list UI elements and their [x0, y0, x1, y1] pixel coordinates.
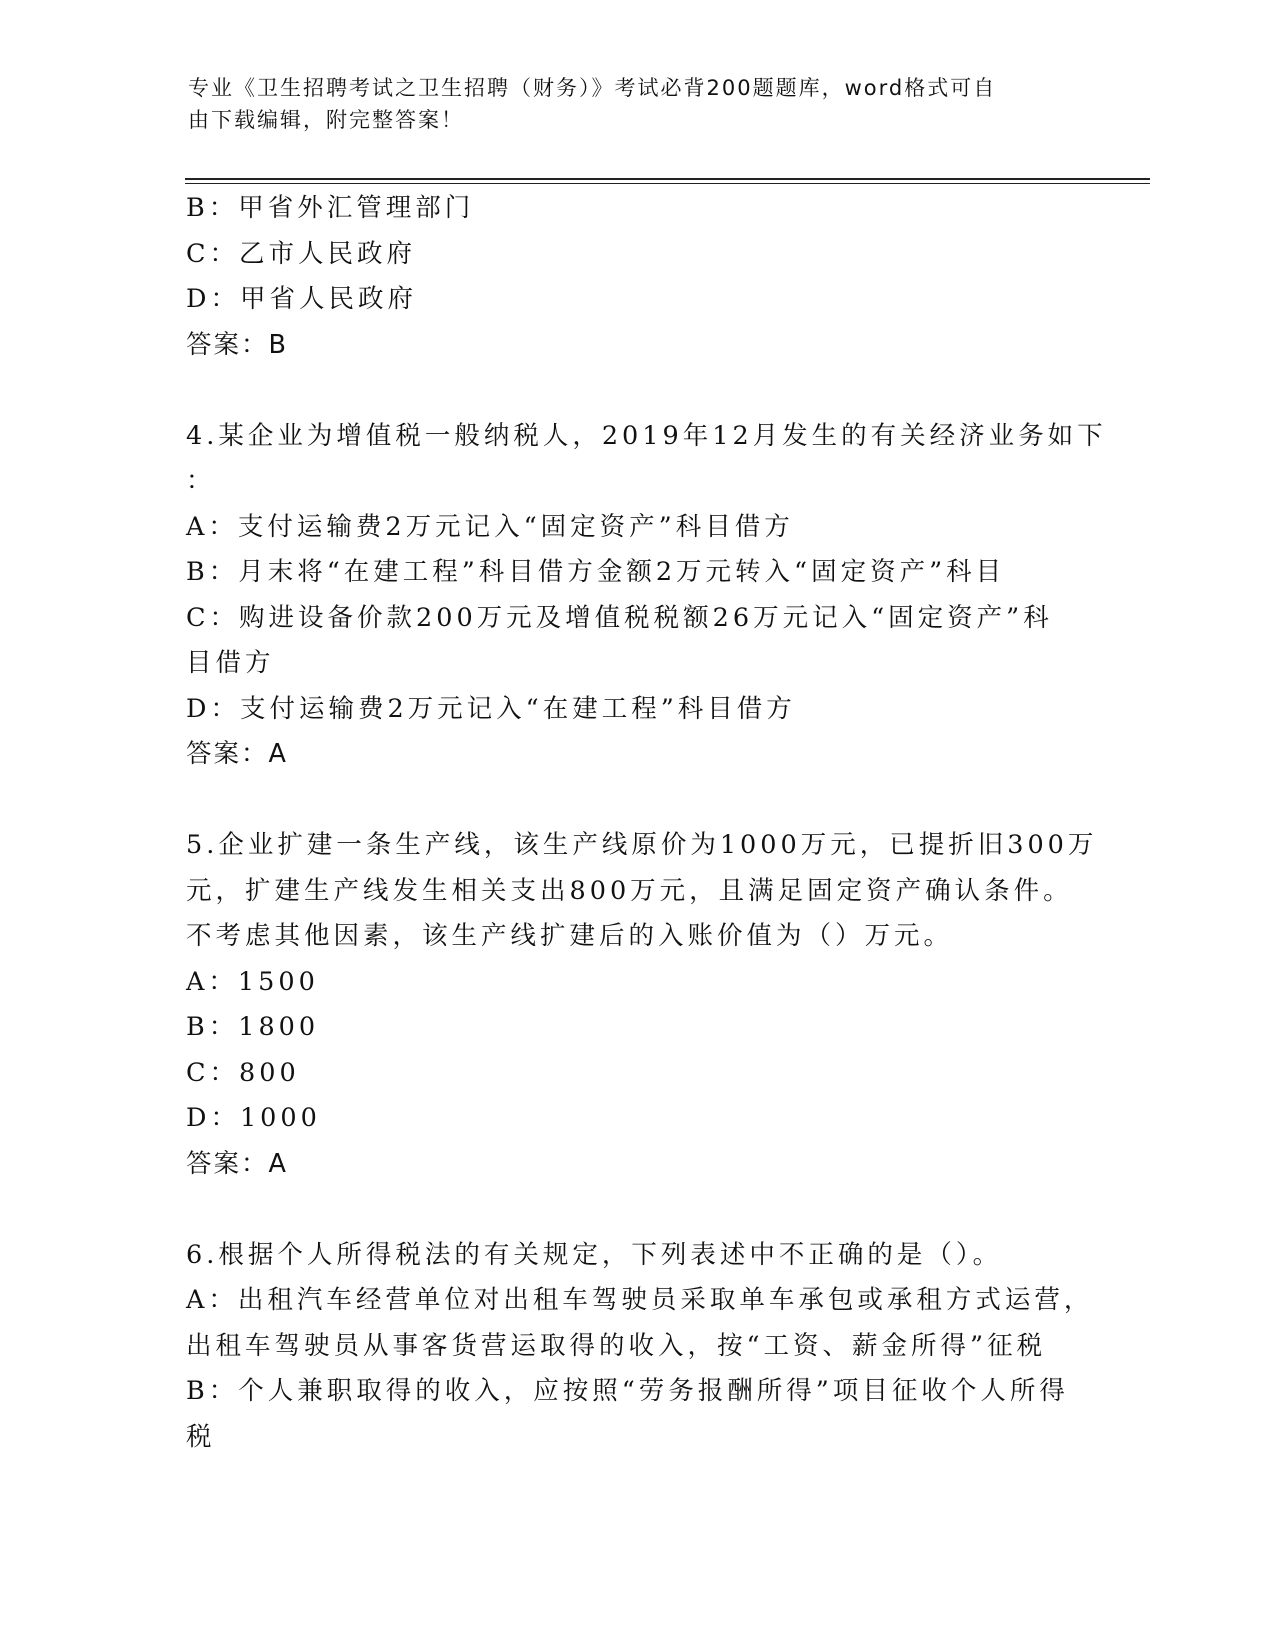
option-c: C：800	[186, 1057, 300, 1088]
answer: 答案：B	[186, 329, 288, 360]
question-stem-cont: ：	[186, 466, 216, 496]
option-b: B：甲省外汇管理部门	[186, 193, 475, 223]
question-5	[186, 823, 1098, 1187]
option-d: D：1000	[186, 1103, 321, 1133]
header-rule-thick	[185, 178, 1150, 180]
document-body	[186, 186, 1107, 1460]
option-c-cont: 目借方	[186, 648, 275, 678]
header-line-1: 专业《卫生招聘考试之卫生招聘（财务）》考试必背200题题库，word格式可自	[188, 76, 997, 100]
option-c: C：购进设备价款200万元及增值税税额26万元记入“固定资产”科	[186, 602, 1053, 633]
question-3-tail	[186, 186, 1086, 368]
option-a: A：支付运输费2万元记入“固定资产”科目借方	[186, 511, 794, 542]
document-header	[188, 72, 1068, 136]
question-stem-cont: 元，扩建生产线发生相关支出800万元，且满足固定资产确认条件。	[186, 875, 1073, 906]
question-4	[186, 414, 1107, 778]
question-stem: 5.企业扩建一条生产线，该生产线原价为1000万元，已提折旧300万	[186, 830, 1098, 860]
header-rule-thin	[185, 183, 1150, 184]
question-stem: 4.某企业为增值税一般纳税人，2019年12月发生的有关经济业务如下	[186, 420, 1107, 451]
option-a: A：出租汽车经营单位对出租车驾驶员采取单车承包或承租方式运营，	[186, 1285, 1094, 1315]
question-stem: 6.根据个人所得税法的有关规定，下列表述中不正确的是（）。	[186, 1239, 1003, 1270]
header-line-2: 由下载编辑，附完整答案！	[188, 108, 464, 132]
option-b-cont: 税	[186, 1421, 216, 1452]
option-a-cont: 出租车驾驶员从事客货营运取得的收入，按“工资、薪金所得”征税	[186, 1330, 1047, 1361]
option-d: D：甲省人民政府	[186, 284, 417, 314]
question-6	[186, 1233, 1094, 1461]
option-b: B：个人兼职取得的收入，应按照“劳务报酬所得”项目征收个人所得	[186, 1376, 1069, 1406]
option-b: B：月末将“在建工程”科目借方金额2万元转入“固定资产”科目	[186, 557, 1006, 587]
option-d: D：支付运输费2万元记入“在建工程”科目借方	[186, 693, 796, 724]
answer: 答案：A	[186, 1148, 288, 1179]
answer: 答案：A	[186, 739, 288, 769]
question-stem-cont: 不考虑其他因素，该生产线扩建后的入账价值为（）万元。	[186, 921, 954, 951]
option-c: C：乙市人民政府	[186, 238, 417, 269]
option-b: B：1800	[186, 1012, 320, 1042]
option-a: A：1500	[186, 966, 319, 997]
